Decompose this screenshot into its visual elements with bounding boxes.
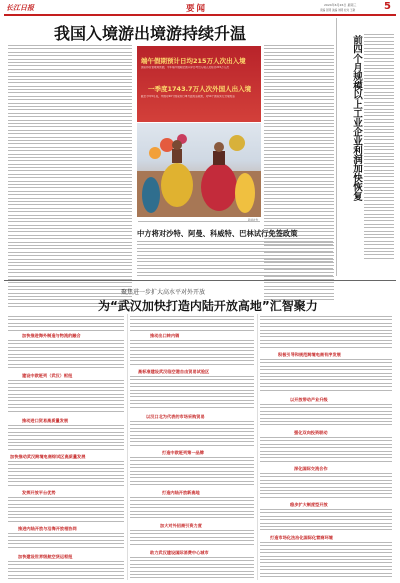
text-block bbox=[260, 359, 392, 393]
lower-left-subhead: 推进内陆开放与沿海开放相协同 bbox=[18, 526, 77, 531]
lower-left-subhead: 加快推进海外制造与物流的融合 bbox=[22, 333, 81, 338]
section-divider bbox=[4, 280, 396, 281]
banner-line-2: 一季度1743.7万人次外国人出入境 bbox=[148, 85, 252, 93]
text-block bbox=[8, 425, 124, 452]
lower-left-subhead: 加快建设世界级航空货运枢纽 bbox=[18, 554, 73, 559]
editor-credits: 责编 张明 美编 刘明 校对 王敏 bbox=[320, 9, 356, 12]
newspaper-logo: 长江日报 bbox=[6, 4, 34, 12]
text-block bbox=[130, 497, 254, 521]
text-block bbox=[130, 457, 254, 488]
lower-intro-lines bbox=[8, 316, 124, 333]
top-story-text-left bbox=[8, 45, 132, 309]
lower-right-subhead: 积极引导和规范跨境电商有序发展 bbox=[278, 352, 341, 357]
page-number: 5 bbox=[384, 1, 391, 12]
text-block bbox=[8, 340, 124, 371]
lower-mid-subhead: 高标准建设武汉临空港自由贸易试验区 bbox=[138, 369, 210, 374]
lower-mid-subhead: 打造内陆开放新高地 bbox=[162, 490, 200, 495]
right-story-text bbox=[364, 34, 394, 261]
lower-column-divider-2 bbox=[257, 314, 258, 580]
lower-left-subhead: 建设中欧班列（武汉）枢纽 bbox=[22, 373, 73, 378]
top-story-headline: 我国入境游出境游持续升温 bbox=[54, 24, 247, 43]
lower-left-subhead: 加快推动武汉跨境电商综试区高质量发展 bbox=[10, 454, 86, 459]
lower-right-subhead: 打造市场化法治化国际化营商环境 bbox=[270, 535, 333, 540]
lower-mid-subhead: 推动出口转内销 bbox=[150, 333, 180, 338]
lower-left-subhead: 推动进口贸易高质量发展 bbox=[22, 418, 69, 423]
text-block bbox=[260, 542, 392, 579]
text-block bbox=[130, 421, 254, 448]
visa-free-headline: 中方将对沙特、阿曼、科威特、巴林试行免签政策 bbox=[137, 229, 298, 238]
lower-kicker: 聚焦进一步扩大高水平对外开放 bbox=[121, 289, 206, 296]
lower-mid-subhead: 加大对外招商引资力度 bbox=[160, 523, 202, 528]
lower-right-text bbox=[260, 316, 392, 350]
lower-headline: 为“武汉加快打造内陆开放高地”汇智聚力 bbox=[98, 299, 318, 313]
right-column-divider bbox=[336, 18, 337, 276]
lower-mid-subhead: 以汉口北为代表的市场采购贸易 bbox=[146, 414, 205, 419]
text-block bbox=[130, 376, 254, 410]
lower-mid-subhead: 助力武汉建设国际消费中心城市 bbox=[150, 550, 209, 555]
text-block bbox=[260, 437, 392, 464]
lower-mid-subhead: 打造中欧班列第一品牌 bbox=[162, 450, 204, 455]
text-block bbox=[8, 561, 124, 581]
text-block bbox=[260, 509, 392, 533]
lower-right-subhead: 强化双向投资联动 bbox=[294, 430, 328, 435]
right-story-headline: 前四个月规模以上工业企业利润加快恢复 bbox=[351, 35, 362, 201]
lower-column-divider-1 bbox=[127, 314, 128, 580]
text-block bbox=[8, 533, 124, 550]
text-block bbox=[260, 404, 392, 428]
lower-left-subhead: 发挥开放平台优势 bbox=[22, 490, 56, 495]
visa-free-text bbox=[137, 241, 333, 278]
text-block bbox=[8, 497, 124, 524]
lower-right-subhead: 以开放带动产业升级 bbox=[290, 397, 328, 402]
text-block bbox=[260, 473, 392, 500]
banner-line-1-detail: 国家移民管理局预测，今年端午假期全国口岸日均出入境人员将达215万人次 bbox=[141, 66, 229, 69]
text-block bbox=[130, 530, 254, 547]
text-block bbox=[130, 340, 254, 367]
section-name: 要闻 bbox=[186, 4, 208, 14]
lower-right-subhead: 稳步扩大制度型开放 bbox=[290, 502, 328, 507]
news-photo bbox=[137, 123, 261, 217]
lower-mid-text bbox=[130, 316, 254, 333]
text-block bbox=[130, 557, 254, 581]
banner-line-1: 端午假期预计日均215万人次出入境 bbox=[141, 57, 246, 65]
issue-date: 2024年6月26日 星期三 bbox=[324, 3, 357, 7]
text-block bbox=[8, 380, 124, 414]
banner-line-2-detail: 截至今年5月底，中国对20个国家实行单方面免签政策，对54个国家实行过境免签 bbox=[141, 95, 235, 98]
text-block bbox=[8, 461, 124, 488]
lower-right-subhead: 深化国际交流合作 bbox=[294, 466, 328, 471]
masthead-rule bbox=[4, 14, 396, 16]
photo-caption-lines bbox=[138, 221, 260, 224]
